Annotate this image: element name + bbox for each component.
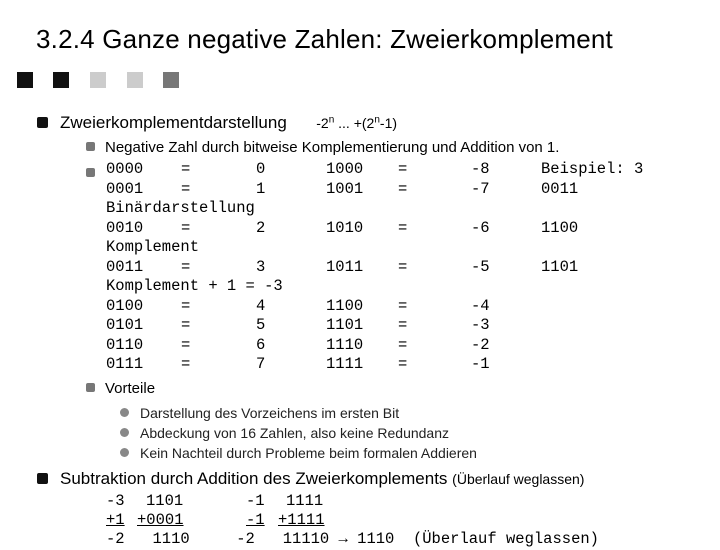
table-cell: 1100: [326, 296, 364, 315]
calc-cell: -2 1110 -2 11110 → 1110 (Überlauf weglassen): [106, 530, 599, 548]
sub-bullet-negative: [86, 139, 559, 156]
table-cell: 0101: [106, 316, 144, 334]
table-cell: -4: [471, 296, 490, 315]
table-cell: =: [181, 335, 191, 354]
calc-cell: 1101: [146, 492, 184, 510]
table-cell: -5: [471, 257, 490, 276]
calc-cell: 1111: [286, 492, 324, 510]
table-row: [106, 316, 706, 336]
bullet-label: Subtraktion durch Addition des Zweierkomplements: [60, 469, 448, 488]
table-row: [106, 355, 706, 375]
table-cell: =: [181, 355, 191, 373]
sub-bullet-text: Negative Zahl durch bitweise Komplementierung und Addition von 1.: [105, 139, 560, 156]
bullet-zweierkomplement: [37, 113, 397, 133]
table-cell: 0011: [541, 179, 579, 198]
page-title: 3.2.4 Ganze negative Zahlen: Zweierkomplement: [36, 24, 613, 54]
table-cell: 1110: [326, 335, 364, 354]
calc-cell: +1111: [278, 511, 325, 529]
table-cell: 1111: [326, 355, 364, 373]
table-cell: 1100: [541, 218, 579, 237]
table-cell: 3: [256, 257, 266, 276]
table-cell: 0: [256, 160, 266, 178]
table-cell: =: [181, 296, 191, 315]
bullet-icon: [37, 117, 48, 128]
table-row: [106, 219, 706, 239]
range-sup: n: [374, 114, 380, 126]
table-cell: 2: [256, 218, 266, 237]
calc-cell: -3: [106, 492, 125, 510]
list-item: [120, 423, 477, 443]
dot-icon: [120, 448, 129, 457]
table-cell: -6: [471, 218, 490, 237]
table-row: [106, 297, 706, 317]
table-cell: 1101: [326, 316, 364, 334]
range-text: [316, 115, 397, 131]
table-cell: -8: [471, 160, 490, 178]
table-cell: =: [398, 218, 408, 237]
table-row: [106, 258, 706, 278]
vorteile-label: Vorteile: [105, 380, 156, 397]
table-cell: -2: [471, 335, 490, 354]
table-cell: 0010: [106, 218, 144, 237]
bullet-vorteile: [86, 380, 155, 397]
table-cell: 0110: [106, 335, 144, 354]
table-cell: Binärdarstellung: [106, 199, 255, 217]
calc-cell: +1: [106, 511, 125, 529]
list-item: [120, 443, 477, 463]
dot-icon: [120, 408, 129, 417]
table-cell: 1101: [541, 257, 579, 276]
table-cell: 1: [256, 179, 266, 198]
square-decoration: [127, 72, 143, 88]
square-decoration: [17, 72, 33, 88]
table-cell: -1: [471, 355, 490, 373]
table-cell: 0001: [106, 179, 144, 198]
table-cell: =: [398, 257, 408, 276]
table-cell: Beispiel: 3: [541, 160, 644, 178]
table-cell: =: [181, 160, 191, 178]
table-bullet-icon: [86, 165, 105, 183]
bullet-note: (Überlauf weglassen): [452, 471, 585, 487]
range-part: -2: [316, 115, 329, 131]
table-cell: Komplement: [106, 238, 200, 256]
table-cell: -7: [471, 179, 490, 198]
dot-icon: [120, 428, 129, 437]
table-cell: =: [181, 218, 191, 237]
calc-cell: -1: [246, 511, 265, 529]
table-row: [106, 180, 706, 200]
table-cell: =: [398, 316, 408, 334]
binary-table: [106, 160, 706, 375]
bullet-icon: [86, 142, 95, 151]
range-part: ... +(2: [334, 115, 375, 131]
table-row: [106, 199, 706, 219]
table-cell: =: [181, 179, 191, 198]
table-cell: =: [398, 179, 408, 198]
table-cell: =: [398, 355, 408, 373]
bullet-icon: [37, 473, 48, 484]
list-item: [120, 403, 477, 423]
table-cell: 0000: [106, 160, 144, 178]
table-cell: -3: [471, 316, 490, 334]
table-cell: 4: [256, 296, 266, 315]
table-cell: 0011: [106, 257, 144, 276]
square-decoration: [90, 72, 106, 88]
table-cell: 1001: [326, 179, 364, 198]
table-cell: 0111: [106, 355, 144, 373]
table-row: [106, 277, 706, 297]
table-cell: =: [181, 257, 191, 276]
table-cell: =: [398, 296, 408, 315]
vorteile-list: [120, 403, 477, 463]
table-cell: =: [181, 316, 191, 334]
square-decoration: [53, 72, 69, 88]
table-cell: 0100: [106, 296, 144, 315]
table-cell: =: [398, 335, 408, 354]
table-row: [106, 336, 706, 356]
table-cell: 1010: [326, 218, 364, 237]
table-cell: 7: [256, 355, 266, 373]
bullet-label: Zweierkomplementdarstellung: [60, 113, 287, 132]
table-cell: 5: [256, 316, 266, 334]
table-row: [106, 160, 706, 180]
table-cell: =: [398, 160, 408, 178]
bullet-icon: [86, 383, 95, 392]
bullet-subtraktion: [37, 469, 584, 489]
list-item-text: Darstellung des Vorzeichens im ersten Bit: [140, 405, 400, 421]
table-cell: 6: [256, 335, 266, 354]
list-item-text: Abdeckung von 16 Zahlen, also keine Redundanz: [140, 425, 449, 441]
table-cell: 1000: [326, 160, 364, 178]
table-row: [106, 238, 706, 258]
square-decoration: [163, 72, 179, 88]
table-cell: 1011: [326, 257, 364, 276]
calc-cell: +0001: [137, 511, 184, 529]
bullet-icon: [86, 168, 95, 177]
table-cell: Komplement + 1 = -3: [106, 277, 283, 295]
range-part: -1): [379, 115, 398, 131]
calc-cell: -1: [246, 492, 265, 510]
range-sup: n: [328, 114, 335, 126]
list-item-text: Kein Nachteil durch Probleme beim formalen Addieren: [140, 445, 477, 461]
